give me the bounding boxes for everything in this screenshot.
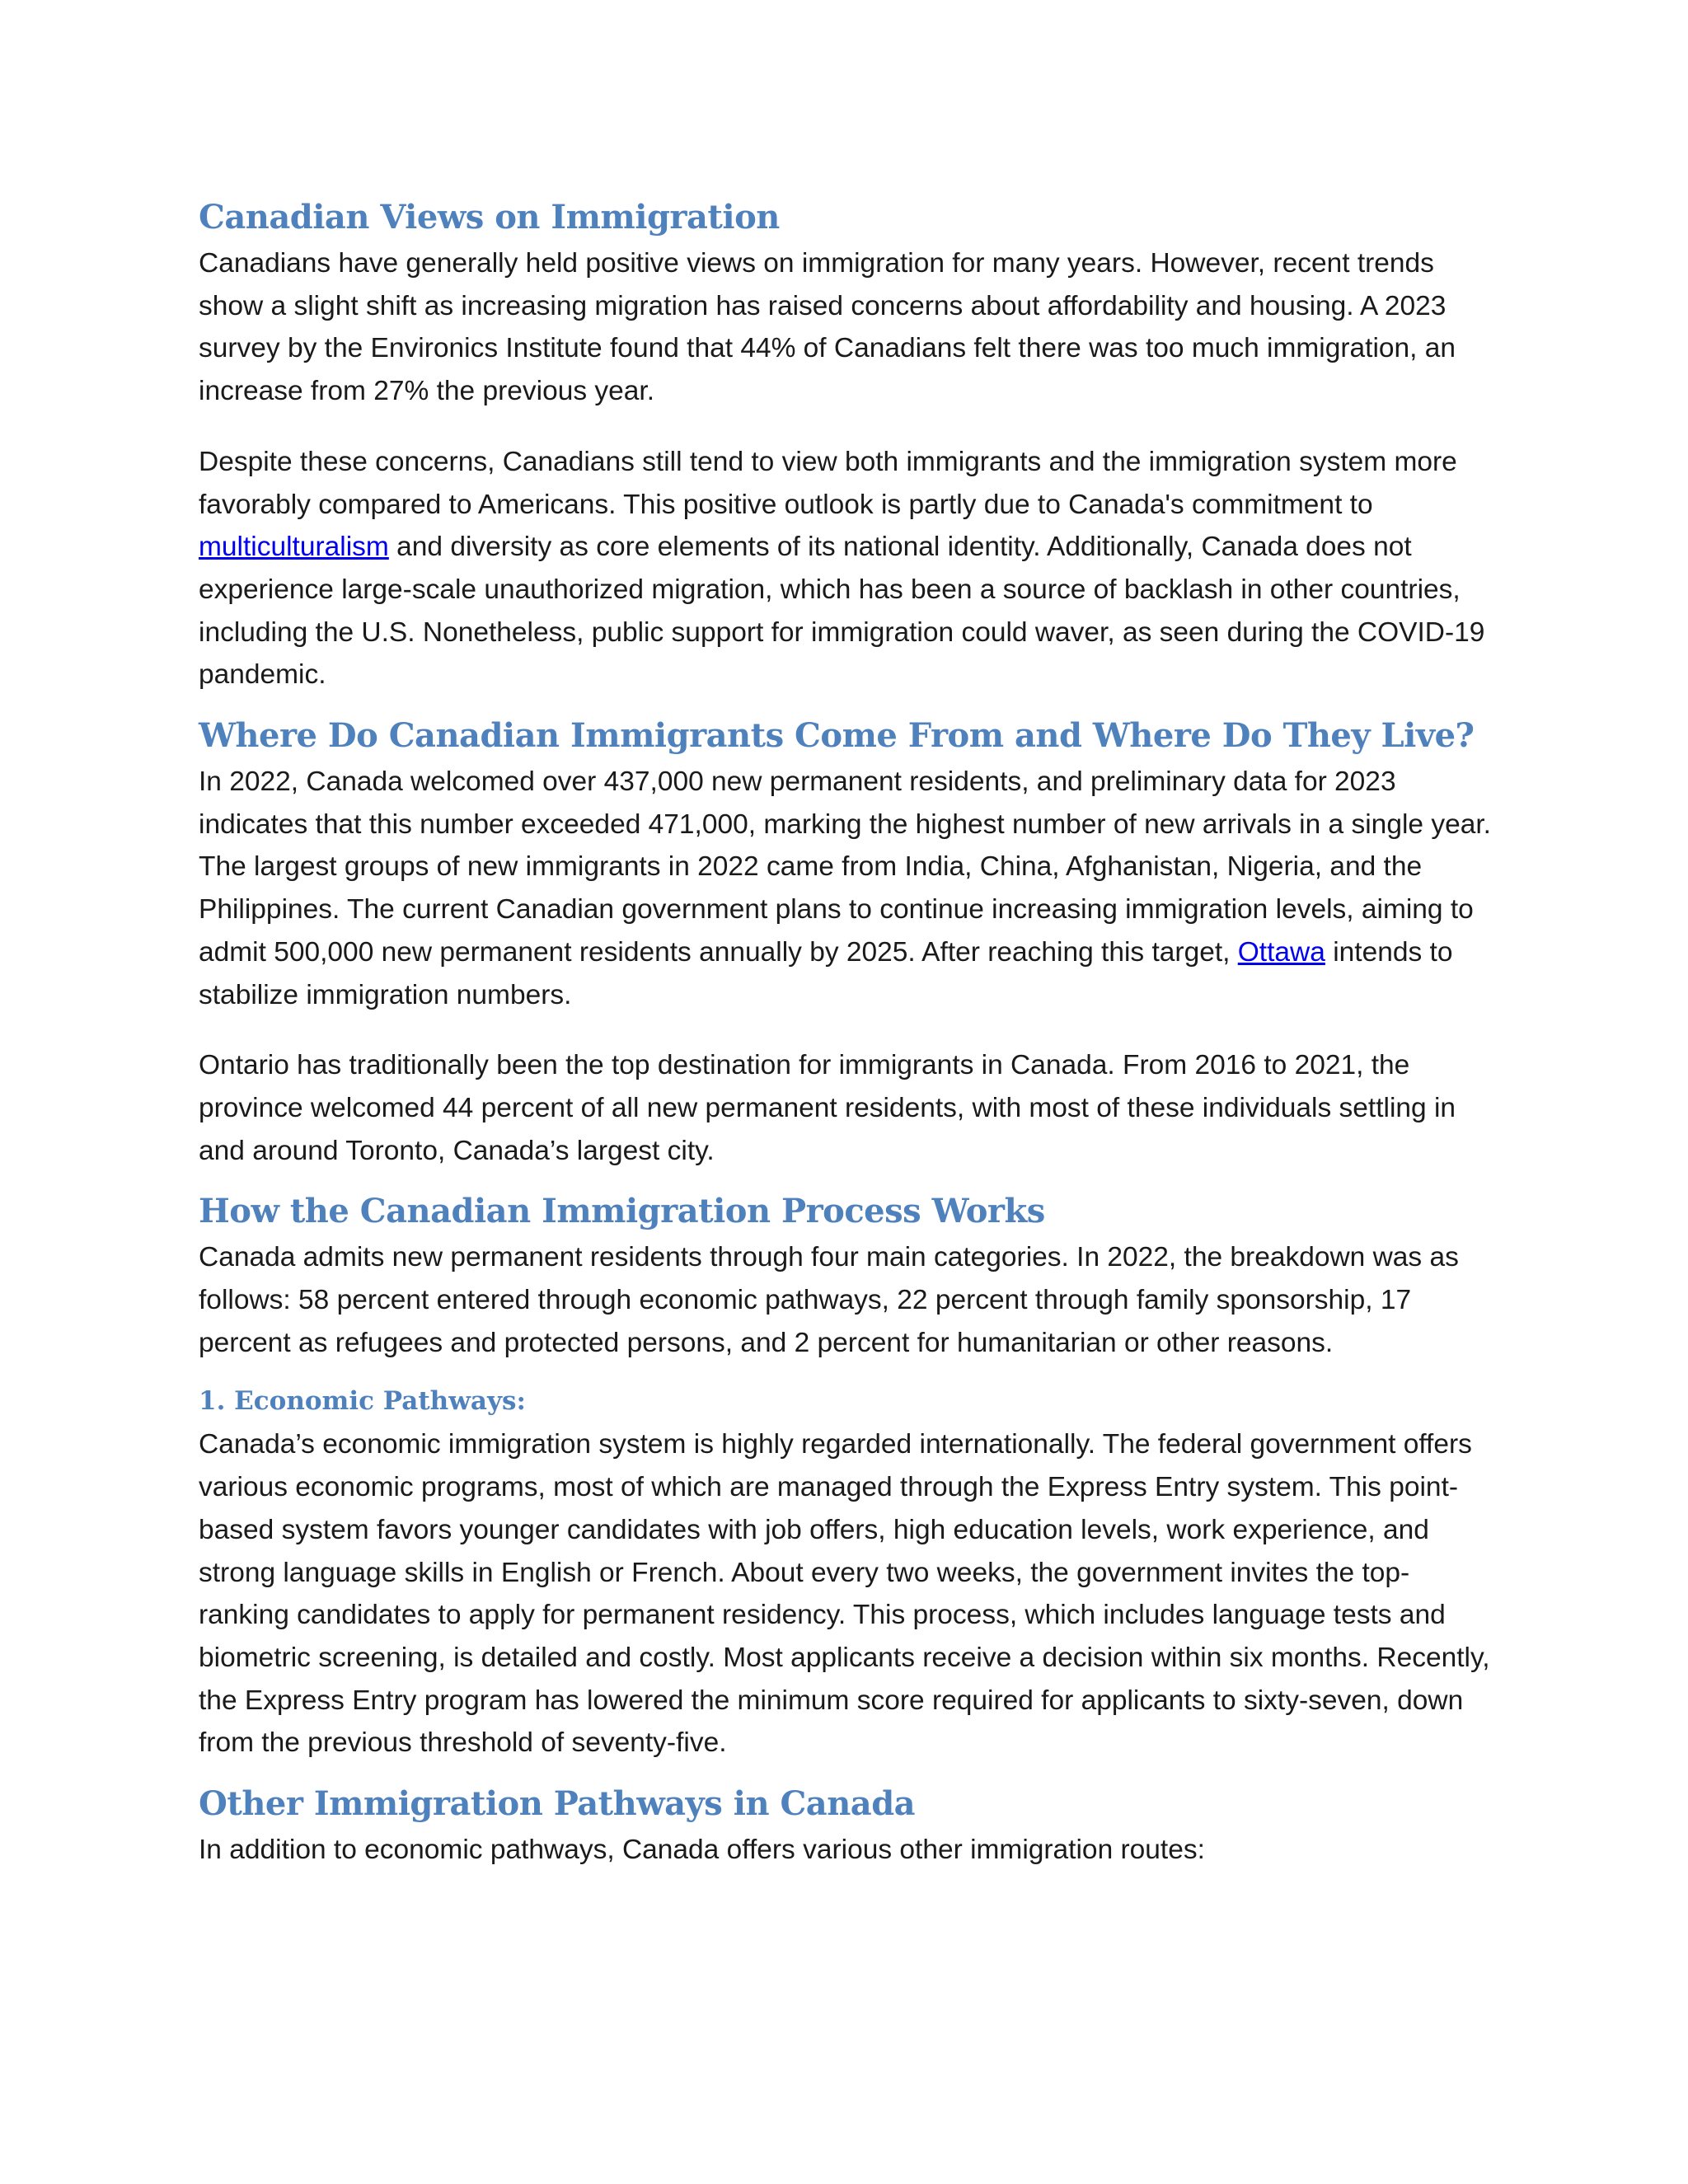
multiculturalism-link[interactable]: multiculturalism bbox=[199, 532, 389, 563]
heading-immigration-process: How the Canadian Immigration Process Works bbox=[199, 1192, 1045, 1231]
paragraph-views-1: Canadians have generally held positive views on immigration for many years. However, recent trends show a slight shift as increasing migration has raised concerns about affordability and housing. A 2023 survey by the Environics Institute found that 44% of Canadians felt there was too much immigration, an increase from 27% the previous year. bbox=[199, 248, 1456, 407]
paragraph-text: intends to stabilize immigration numbers. bbox=[199, 936, 1453, 1010]
heading-where-immigrants-come-from: Where Do Canadian Immigrants Come From and Where Do They Live? bbox=[199, 716, 1475, 756]
paragraph-text: In 2022, Canada welcomed over 437,000 new permanent residents, and preliminary data for 2023 indicates that this number exceeded 471,000, marking the highest number of new arrivals in a single year. The largest groups of new immigrants in 2022 came from India, China, Afghanistan, Nigeria, and the Philippines. The current Canadian government plans to continue increasing immigration levels, aiming to admit 500,000 new permanent residents annually by 2025. After reaching this target, bbox=[199, 766, 1491, 968]
ottawa-link[interactable]: Ottawa bbox=[1237, 936, 1325, 968]
paragraph-economic-pathways: Canada’s economic immigration system is highly regarded internationally. The federal government offers various economic programs, most of which are managed through the Express Entry system. This point-based system favors younger candidates with job offers, high education levels, work experience, and strong language skills in English or French. About every two weeks, the government invites the top-ranking candidates to apply for permanent residency. This process, which includes language tests and biometric screening, is detailed and costly. Most applicants receive a decision within six months. Recently, the Express Entry program has lowered the minimum score required for applicants to sixty-seven, down from the previous threshold of seventy-five. bbox=[199, 1429, 1490, 1759]
paragraph-process-1: Canada admits new permanent residents through four main categories. In 2022, the breakdown was as follows: 58 percent entered through economic pathways, 22 percent through family sponsorship, 17 percent as refugees and protected persons, and 2 percent for humanitarian or other reasons. bbox=[199, 1242, 1459, 1358]
document-page bbox=[199, 194, 1493, 1900]
paragraph-where-2: Ontario has traditionally been the top destination for immigrants in Canada. From 2016 to 2021, the province welcomed 44 percent of all new permanent residents, with most of these individuals settling in and around Toronto, Canada’s largest city. bbox=[199, 1050, 1456, 1166]
paragraph-views-2 bbox=[199, 441, 1493, 696]
subheading-economic-pathways: 1. Economic Pathways: bbox=[199, 1386, 526, 1417]
heading-canadian-views: Canadian Views on Immigration bbox=[199, 198, 780, 237]
paragraph-where-1 bbox=[199, 761, 1493, 1016]
paragraph-other-pathways: In addition to economic pathways, Canada offers various other immigration routes: bbox=[199, 1835, 1205, 1866]
heading-other-pathways: Other Immigration Pathways in Canada bbox=[199, 1784, 916, 1824]
paragraph-text: Despite these concerns, Canadians still tend to view both immigrants and the immigration system more favorably compared to Americans. This positive outlook is partly due to Canada's commitment to bbox=[199, 446, 1457, 520]
paragraph-text: and diversity as core elements of its national identity. Additionally, Canada does not experience large-scale unauthorized migration, which has been a source of backlash in other countries, including the U.S. Nonetheless, public support for immigration could waver, as seen during the COVID-19 pandemic. bbox=[199, 532, 1485, 691]
